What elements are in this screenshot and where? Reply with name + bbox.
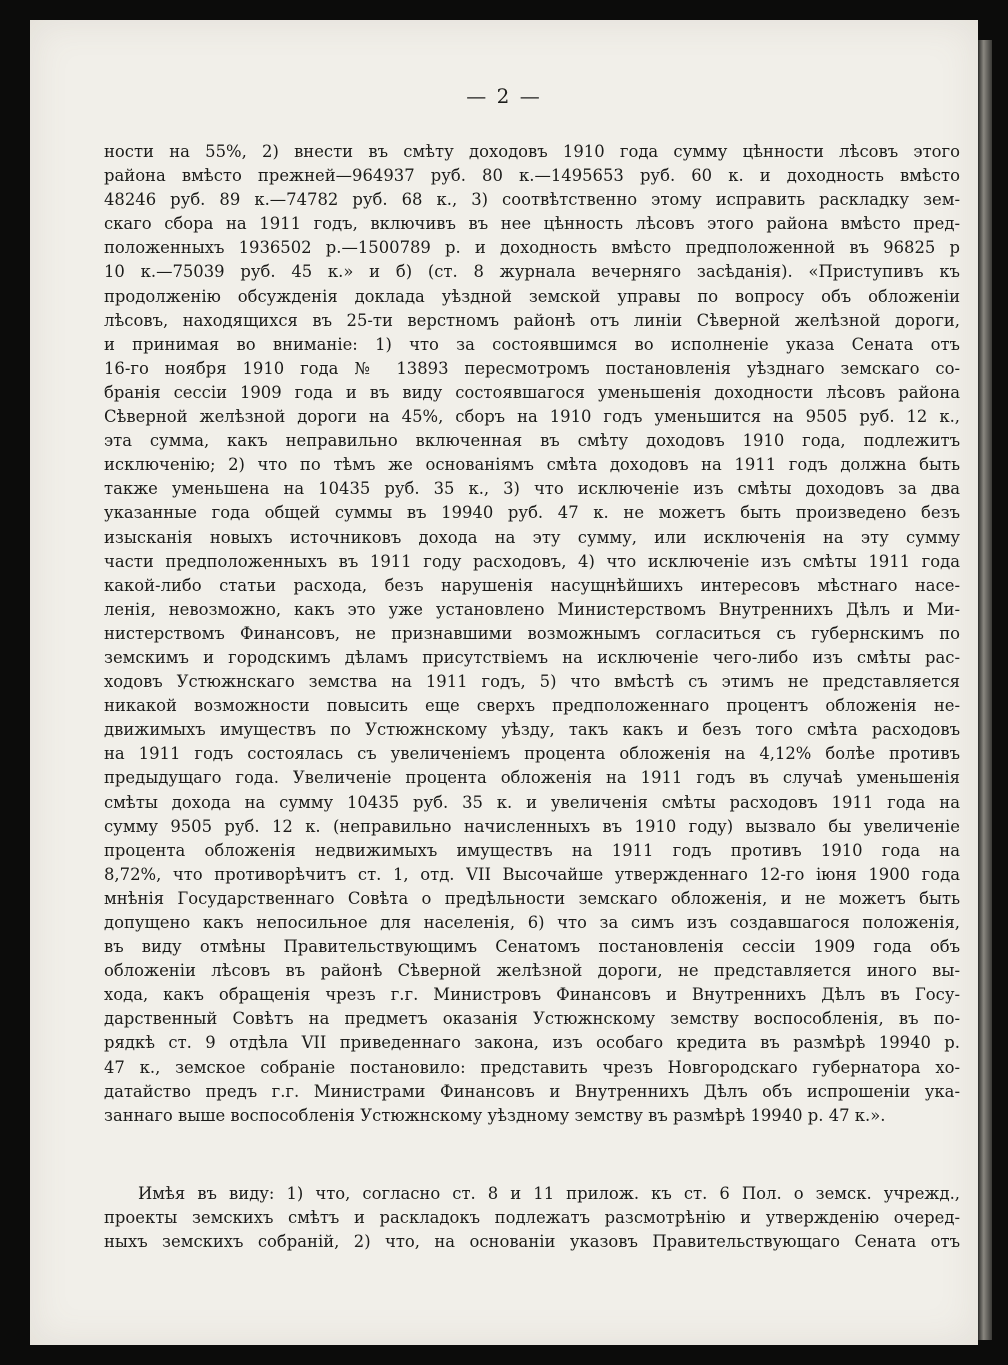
paragraph-1	[104, 140, 960, 1128]
text-line: исключенію; 2) что по тѣмъ же основаніямъ смѣта доходовъ на 1911 годъ должна быть	[104, 455, 960, 475]
text-line: ности на 55%, 2) внести въ смѣту доходовъ 1910 года сумму цѣнности лѣсовъ этого	[104, 142, 960, 161]
text-line: лѣсовъ, находящихся въ 25-ти верстномъ районѣ отъ линіи Сѣверной желѣзной дороги,	[104, 310, 960, 330]
text-line: Сѣверной желѣзной дороги на 45%, сборъ на 1910 годъ уменьшится на 9505 руб. 12 к.,	[104, 407, 960, 427]
text-line: указанные года общей суммы въ 19940 руб. 47 к. не можетъ быть произведено безъ	[104, 503, 960, 523]
text-line: изысканія новыхъ источниковъ дохода на эту сумму, или исключенія на эту сумму	[104, 527, 960, 547]
text-line: скаго сбора на 1911 годъ, включивъ въ нее цѣнность лѣсовъ этого района вмѣсто пред-	[104, 214, 960, 234]
text-line: Имѣя въ виду: 1) что, согласно ст. 8 и 11 прилож. къ ст. 6 Пол. о земск. учрежд.,	[138, 1184, 960, 1203]
adjacent-page-edge	[978, 40, 992, 1340]
text-line: проекты земскихъ смѣтъ и раскладокъ подлежатъ разсмотрѣнію и утвержденію очеред-	[104, 1208, 960, 1228]
text-line: положенныхъ 1936502 р.—1500789 р. и доходность вмѣсто предположенной въ 96825 р	[104, 238, 960, 258]
text-line: какой-либо статьи расхода, безъ нарушенія насущнѣйшихъ интересовъ мѣстнаго насе-	[104, 575, 960, 595]
text-line: обложеніи лѣсовъ въ районѣ Сѣверной желѣзной дороги, не представляется иного вы-	[104, 961, 960, 981]
text-line: на 1911 годъ состоялась съ увеличеніемъ процента обложенія на 4,12% болѣе противъ	[104, 744, 960, 764]
text-line: ленія, невозможно, какъ это уже установлено Министерствомъ Внутреннихъ Дѣлъ и Ми-	[104, 599, 960, 619]
text-line: дарственный Совѣтъ на предметъ оказанія Устюжнскому земству воспособленія, въ по-	[104, 1009, 960, 1029]
text-line: бранія сессіи 1909 года и въ виду состоявшагося уменьшенія доходности лѣсовъ района	[104, 382, 960, 402]
text-line: заннаго выше воспособленія Устюжнскому уѣздному земству въ размѣрѣ 19940 р. 47 к.».	[104, 1105, 886, 1125]
text-line: предыдущаго года. Увеличеніе процента обложенія на 1911 годъ въ случаѣ уменьшенія	[104, 768, 960, 788]
page-number: — 2 —	[466, 84, 542, 108]
text-line: никакой возможности повысить еще сверхъ предположеннаго процентъ обложенія не-	[104, 696, 960, 716]
text-line: движимыхъ имуществъ по Устюжнскому уѣзду, такъ какъ и безъ того смѣта расходовъ	[104, 720, 960, 740]
text-line: 48246 руб. 89 к.—74782 руб. 68 к., 3) соотвѣтственно этому исправить раскладку зем-	[104, 190, 960, 210]
text-line: 47 к., земское собраніе постановило: представить чрезъ Новгородскаго губернатора хо-	[104, 1057, 960, 1077]
text-line: земскимъ и городскимъ дѣламъ присутствіемъ на исключеніе чего-либо изъ смѣты рас-	[104, 647, 960, 667]
text-line: хода, какъ обращенія чрезъ г.г. Министровъ Финансовъ и Внутреннихъ Дѣлъ въ Госу-	[104, 985, 960, 1005]
text-line: 8,72%, что противорѣчитъ ст. 1, отд. VII Высочайше утвержденнаго 12-го іюня 1900 года	[104, 864, 960, 884]
text-line: нистерствомъ Финансовъ, не признавшими возможнымъ согласиться съ губернскимъ по	[104, 623, 960, 643]
text-line: части предположенныхъ въ 1911 году расходовъ, 4) что исключеніе изъ смѣты 1911 года	[104, 551, 960, 571]
text-line: въ виду отмѣны Правительствующимъ Сенатомъ постановленія сессіи 1909 года объ	[104, 937, 960, 957]
text-line: района вмѣсто прежней—964937 руб. 80 к.—1495653 руб. 60 к. и доходность вмѣсто	[104, 166, 960, 186]
text-line: допущено какъ непосильное для населенія, 6) что за симъ изъ создавшагося положенія,	[104, 913, 960, 932]
text-line: датайство предъ г.г. Министрами Финансовъ и Внутреннихъ Дѣлъ объ испрошеніи ука-	[104, 1081, 960, 1101]
text-line: процента обложенія недвижимыхъ имуществъ на 1911 годъ противъ 1910 года на	[104, 840, 960, 860]
text-line: 16-го ноября 1910 года № 13893 пересмотромъ постановленія уѣзднаго земскаго со-	[104, 358, 960, 378]
text-line: продолженію обсужденія доклада уѣздной земской управы по вопросу объ обложеніи	[104, 286, 960, 306]
text-line: 10 к.—75039 руб. 45 к.» и б) (ст. 8 журнала вечерняго засѣданія). «Приступивъ къ	[104, 262, 960, 282]
text-line: мнѣнія Государственнаго Совѣта о предѣльности земскаго обложенія, и не можетъ быть	[104, 888, 960, 908]
text-line: и принимая во вниманіе: 1) что за состоявшимся во исполненіе указа Сената отъ	[104, 334, 960, 354]
text-line: ходовъ Устюжнскаго земства на 1911 годъ, 5) что вмѣстѣ съ этимъ не представляется	[104, 672, 960, 692]
paragraph-2	[104, 1182, 960, 1254]
document-page	[30, 20, 978, 1345]
text-line: смѣты дохода на сумму 10435 руб. 35 к. и увеличенія смѣты расходовъ 1911 года на	[104, 792, 960, 812]
text-line: рядкѣ ст. 9 отдѣла VII приведеннаго закона, изъ особаго кредита въ размѣрѣ 19940 р.	[104, 1033, 960, 1053]
text-line: ныхъ земскихъ собраній, 2) что, на основаніи указовъ Правительствующаго Сената отъ	[104, 1232, 960, 1252]
text-line: сумму 9505 руб. 12 к. (неправильно начисленныхъ въ 1910 году) вызвало бы увеличеніе	[104, 816, 960, 836]
text-line: эта сумма, какъ неправильно включенная въ смѣту доходовъ 1910 года, подлежитъ	[104, 431, 960, 451]
text-line: также уменьшена на 10435 руб. 35 к., 3) что исключеніе изъ смѣты доходовъ за два	[104, 479, 960, 499]
